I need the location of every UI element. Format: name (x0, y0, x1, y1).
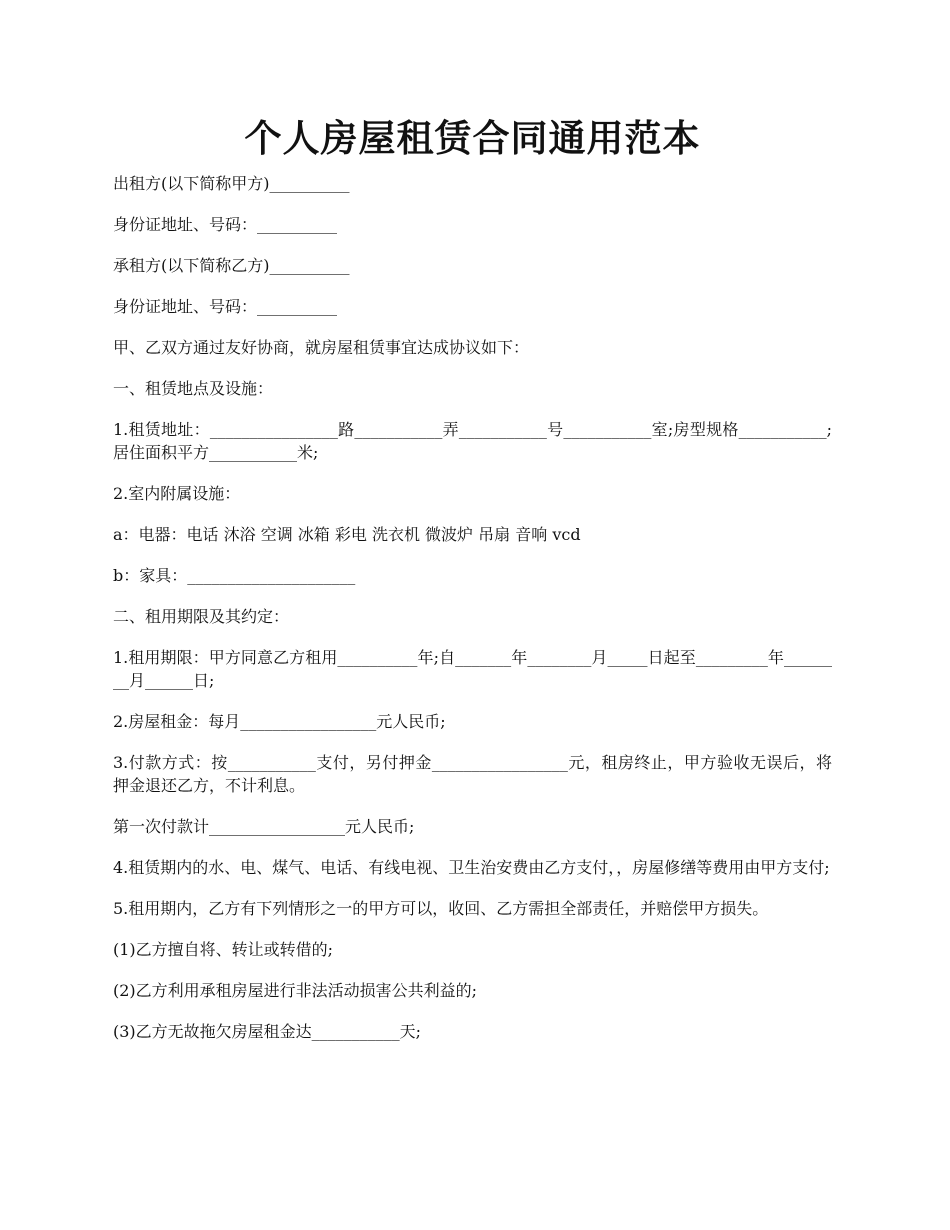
termination-item-3: (3)乙方无故拖欠房屋租金达___________天; (113, 1022, 422, 1041)
lessor-id-line: 身份证地址、号码：__________ (113, 215, 338, 234)
clause-first-payment: 第一次付款计_________________元人民币; (113, 817, 415, 836)
lessee-line: 承租方(以下简称乙方)__________ (113, 256, 350, 275)
clause-utilities: 4.租赁期内的水、电、煤气、电话、有线电视、卫生治安费由乙方支付，，房屋修缮等费用由甲方支付; (113, 858, 830, 877)
document-title: 个人房屋租赁合同通用范本 (244, 116, 701, 160)
clause-term: 1.租用期限：甲方同意乙方租用__________年;自_______年________月_____日起至_________年________月______日; (113, 648, 832, 690)
clause-rental-address: 1.租赁地址：________________路___________弄___________号___________室;房型规格___________;居住面积平方___________米; (113, 420, 832, 462)
clause-payment: 3.付款方式：按___________支付，另付押金_________________元，租房终止，甲方验收无误后，将押金退还乙方，不计利息。 (113, 753, 832, 795)
section-heading-term: 二、租用期限及其约定： (113, 607, 290, 626)
section-heading-location: 一、租赁地点及设施： (113, 379, 274, 398)
termination-item-2: (2)乙方利用承租房屋进行非法活动损害公共利益的; (113, 981, 478, 1000)
agreement-intro: 甲、乙双方通过友好协商，就房屋租赁事宜达成协议如下： (113, 338, 530, 357)
lessee-id-line: 身份证地址、号码：__________ (113, 297, 338, 316)
lessor-line: 出租方(以下简称甲方)__________ (113, 174, 350, 193)
clause-facilities: 2.室内附属设施： (113, 484, 241, 503)
clause-appliances: a：电器：电话 沐浴 空调 冰箱 彩电 洗衣机 微波炉 吊扇 音响 vcd (113, 525, 581, 544)
clause-rent: 2.房屋租金：每月_________________元人民币; (113, 712, 446, 731)
termination-item-1: (1)乙方擅自将、转让或转借的; (113, 940, 334, 959)
clause-termination: 5.租用期内，乙方有下列情形之一的甲方可以，收回、乙方需担全部责任，并赔偿甲方损失。 (113, 899, 769, 918)
clause-furniture: b：家具：_____________________ (113, 566, 356, 585)
